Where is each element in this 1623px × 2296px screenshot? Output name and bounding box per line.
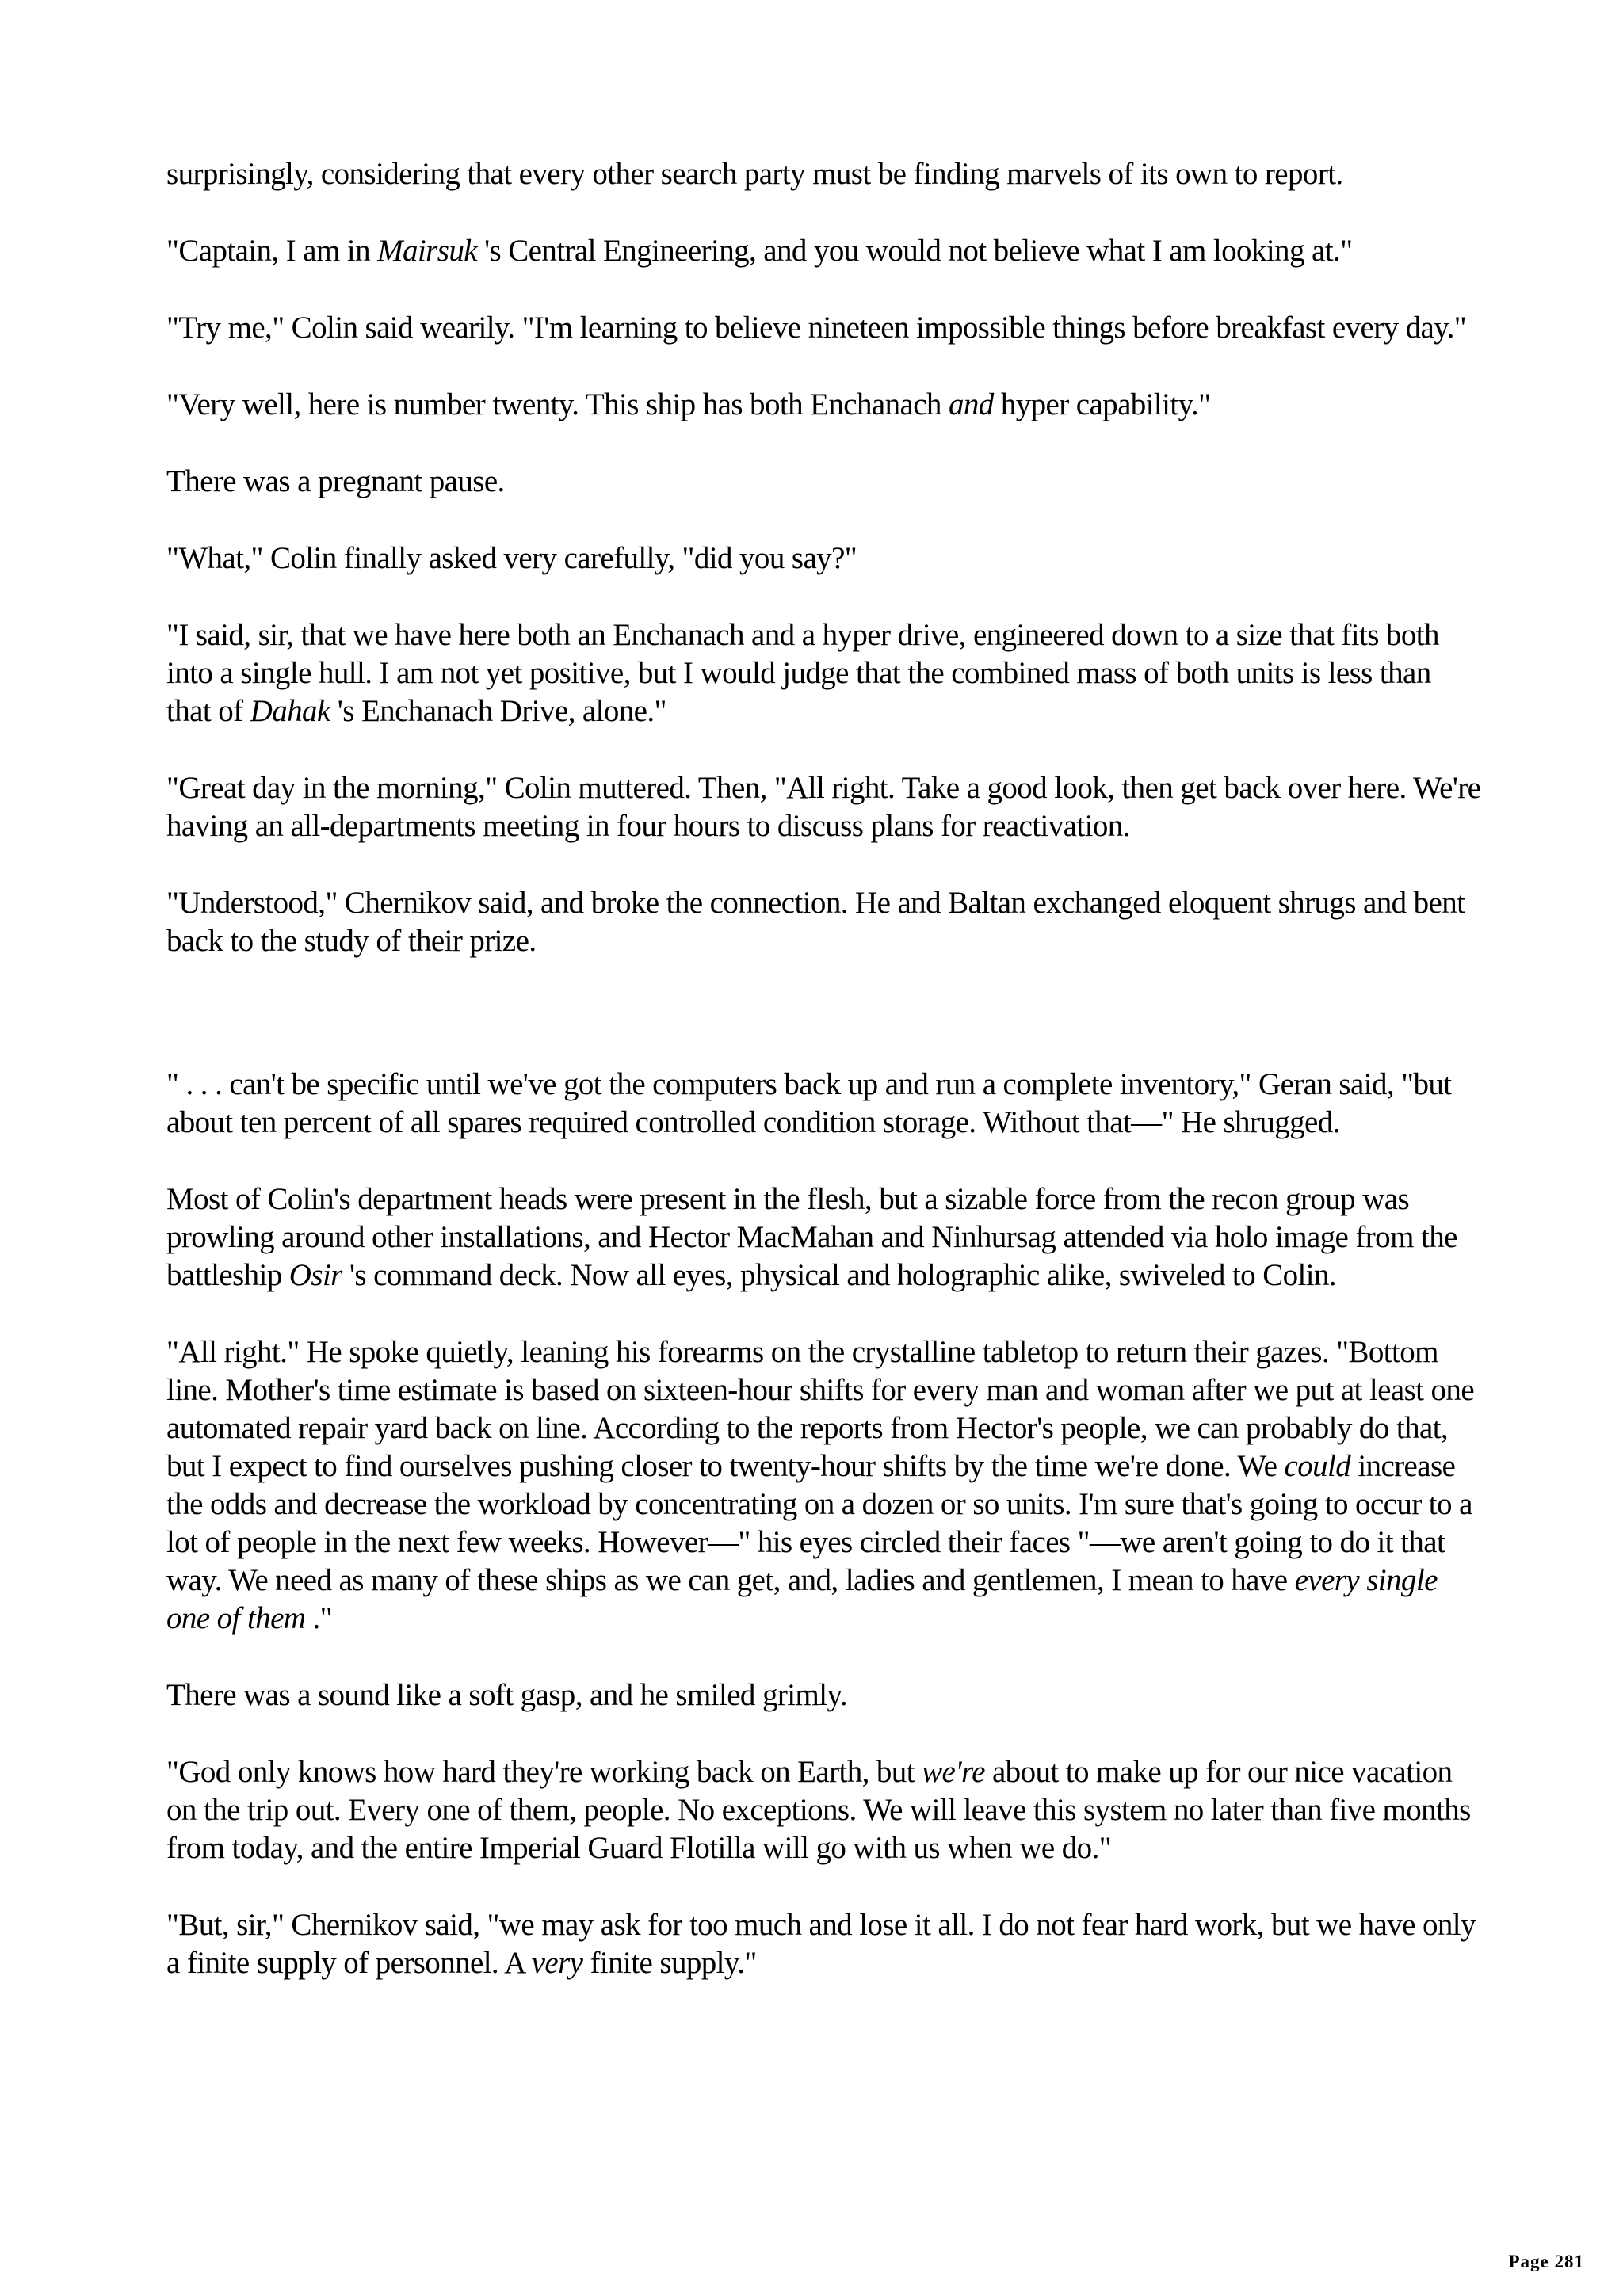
paragraph: "Great day in the morning," Colin muttered. Then, "All right. Take a good look, then get back over here. We're having an all-departments meeting in four hours to discuss plans for reactivation. [166, 771, 1481, 843]
paragraph: "Try me," Colin said wearily. "I'm learning to believe nineteen impossible things before breakfast every day." [166, 311, 1467, 345]
paragraph: "But, sir," Chernikov said, "we may ask for too much and lose it all. I do not fear hard work, but we have only a finite supply of personnel. A very finite supply." [166, 1908, 1476, 1980]
ship-name: Dahak [250, 694, 330, 728]
paragraph: "I said, sir, that we have here both an Enchanach and a hyper drive, engineered down to a size that fits both into a single hull. I am not yet positive, but I would judge that the combined mass of both units is less than that of Dahak 's Enchanach Drive, alone." [166, 618, 1439, 728]
paragraph: surprisingly, considering that every other search party must be finding marvels of its own to report. [166, 157, 1343, 191]
paragraph: "Very well, here is number twenty. This ship has both Enchanach and hyper capability." [166, 387, 1211, 421]
page-number: Page 281 [1508, 2252, 1584, 2271]
paragraph: "What," Colin finally asked very carefully, "did you say?" [166, 541, 857, 575]
paragraph: There was a pregnant pause. [166, 464, 505, 498]
paragraph: "God only knows how hard they're working back on Earth, but we're about to make up for our nice vacation on the trip out. Every one of them, people. No exceptions. We will leave this system no later than five months from today, and the entire Imperial Guard Flotilla will go with us when we do." [166, 1755, 1471, 1865]
emphasis: we're [922, 1755, 985, 1789]
page-body [166, 155, 1482, 2021]
scene-break [166, 999, 1482, 1066]
emphasis: very [531, 1946, 583, 1980]
paragraph: Most of Colin's department heads were present in the flesh, but a sizable force from the recon group was prowling around other installations, and Hector MacMahan and Ninhursag attended via holo image from the battleship Osir 's command deck. Now all eyes, physical and holographic alike, swiveled to Colin. [166, 1182, 1457, 1292]
paragraph: "Captain, I am in Mairsuk 's Central Engineering, and you would not believe what I am looking at." [166, 234, 1353, 268]
emphasis: every single one of them [166, 1563, 1438, 1635]
emphasis: could [1284, 1449, 1351, 1483]
paragraph: There was a sound like a soft gasp, and he smiled grimly. [166, 1678, 847, 1712]
paragraph: " . . . can't be specific until we've got the computers back up and run a complete inventory," Geran said, "but about ten percent of all spares required controlled condition storage. Without that—" He shrugged. [166, 1067, 1452, 1139]
emphasis: and [948, 387, 994, 421]
ship-name: Osir [288, 1258, 342, 1292]
paragraph: "All right." He spoke quietly, leaning his forearms on the crystalline tabletop to return their gazes. "Bottom line. Mother's time estimate is based on sixteen-hour shifts for every man and woman after we put at least one automated repair yard back on line. According to the reports from Hector's people, we can probably do that, but I expect to find ourselves pushing closer to twenty-hour shifts by the time we're done. We could increase the odds and decrease the workload by concentrating on a dozen or so units. I'm sure that's going to occur to a lot of people in the next few weeks. However—" his eyes circled their faces "—we aren't going to do it that way. We need as many of these ships as we can get, and, ladies and gentlemen, I mean to have every single one of them ." [166, 1335, 1475, 1635]
ship-name: Mairsuk [377, 234, 477, 268]
paragraph: "Understood," Chernikov said, and broke the connection. He and Baltan exchanged eloquent shrugs and bent back to the study of their prize. [166, 886, 1465, 958]
